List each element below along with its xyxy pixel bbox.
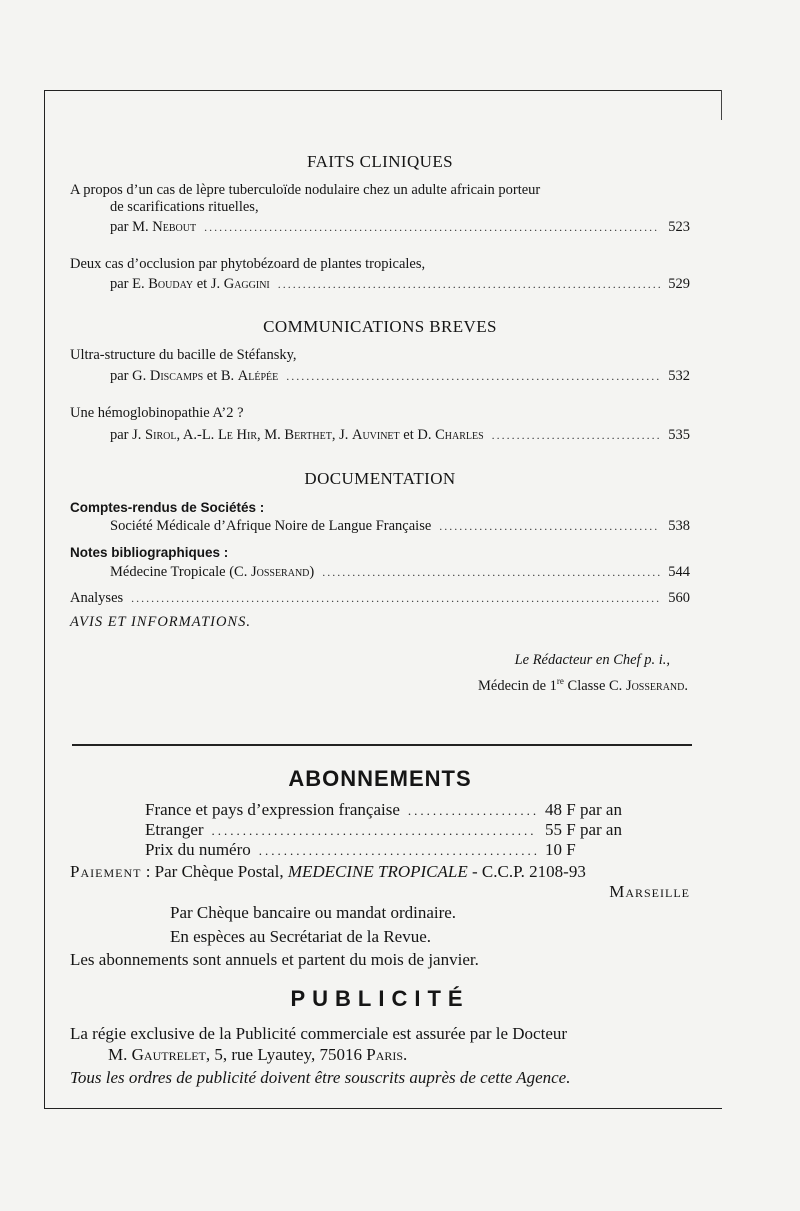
price-label: France et pays d’expression française xyxy=(145,800,400,819)
author-sep: et D. xyxy=(399,427,432,443)
price-amount: 55 F par an xyxy=(545,820,622,839)
leader-dots xyxy=(212,823,537,839)
price-row xyxy=(145,840,685,860)
price-row xyxy=(145,820,685,840)
avis-informations: AVIS ET INFORMATIONS. xyxy=(70,614,251,630)
author-name: Nebout xyxy=(152,219,197,235)
heading-communications-breves: COMMUNICATIONS BREVES xyxy=(263,317,497,336)
toc-item-lepre-title xyxy=(70,182,690,216)
leader-dots xyxy=(259,843,537,859)
title-line: A propos d’un cas de lèpre tuberculoïde nodulaire chez un adulte africain porteur xyxy=(70,182,541,198)
leader-dots xyxy=(439,519,660,534)
ccp-number: - C.C.P. 2108-93 xyxy=(467,862,586,881)
leader-dots xyxy=(286,369,660,384)
price-label: Etranger xyxy=(145,820,204,839)
especes-line: En espèces au Secrétariat de la Revue. xyxy=(170,927,432,946)
leader-dots xyxy=(131,591,660,606)
page-number: 538 xyxy=(668,518,690,534)
publicite-text: M. xyxy=(108,1045,128,1064)
frame-right-rule xyxy=(721,90,722,120)
author-name: Charles xyxy=(435,427,484,443)
section-divider xyxy=(72,744,692,746)
leader-dots xyxy=(408,803,537,819)
publicite-title: PUBLICITÉ xyxy=(290,986,470,1011)
by-label: par M. xyxy=(110,219,149,235)
toc-item-stefansky-title: Ultra-structure du bacille de Stéfansky, xyxy=(70,347,297,363)
toc-row-hemoglobinopathie[interactable] xyxy=(110,427,690,444)
paiement-line xyxy=(70,862,586,882)
publicite-name: Gautrelet xyxy=(131,1045,206,1064)
page-number: 532 xyxy=(668,368,690,384)
heading-faits-cliniques: FAITS CLINIQUES xyxy=(307,152,453,171)
toc-row-analyses[interactable] xyxy=(70,590,690,607)
author-sep: , J. xyxy=(331,427,349,443)
superscript: re xyxy=(556,676,564,686)
author-name: Le Hir xyxy=(217,427,257,443)
toc-row-societe-medicale[interactable] xyxy=(110,518,690,535)
cheque-line: Par Chèque bancaire ou mandat ordinaire. xyxy=(170,903,457,922)
publicite-line-3: Tous les ordres de publicité doivent être souscrits auprès de cette Agence. xyxy=(70,1068,571,1087)
et-label: et B. xyxy=(206,368,235,384)
publicite-line-1: La régie exclusive de la Publicité commerciale est assurée par le Docteur xyxy=(70,1024,568,1043)
author-name: Alépée xyxy=(237,368,279,384)
toc-item-phytobezoard-title: Deux cas d’occlusion par phytobézoard de plantes tropicales, xyxy=(70,256,426,272)
item-suffix: ) xyxy=(309,564,315,580)
leader-dots xyxy=(322,565,660,580)
item-label: Médecine Tropicale (C. xyxy=(110,564,248,580)
leader-dots xyxy=(278,277,660,292)
item-label: Société Médicale d’Afrique Noire de Langue Française xyxy=(110,518,432,534)
signature-text: Classe C. xyxy=(563,677,623,694)
by-label: par J. xyxy=(110,427,142,443)
price-label: Prix du numéro xyxy=(145,840,251,859)
frame-bottom-rule xyxy=(44,1108,722,1109)
annuels-line: Les abonnements sont annuels et partent du mois de janvier. xyxy=(70,950,479,969)
toc-row-lepre[interactable] xyxy=(110,219,690,236)
publicite-line-2 xyxy=(108,1045,407,1065)
page-number: 544 xyxy=(668,564,690,580)
comptes-rendus-label: Comptes-rendus de Sociétés : xyxy=(70,500,265,515)
page-number: 529 xyxy=(668,276,690,292)
signature-line-1: Le Rédacteur en Chef p. i., xyxy=(514,652,670,668)
abonnements-title: ABONNEMENTS xyxy=(288,766,472,791)
by-label: par G. xyxy=(110,368,147,384)
page-number: 560 xyxy=(668,590,690,606)
page-number: 523 xyxy=(668,219,690,235)
toc-row-stefansky[interactable] xyxy=(110,368,690,385)
author-name: Josserand xyxy=(250,564,310,580)
price-row xyxy=(145,800,685,820)
notes-bibliographiques-label: Notes bibliographiques : xyxy=(70,545,229,560)
signature-text: Médecin de 1 xyxy=(477,677,557,694)
frame-left-rule xyxy=(44,90,45,1108)
paiement-city: Marseille xyxy=(609,882,690,901)
leader-dots xyxy=(204,220,660,235)
frame-top-rule xyxy=(44,90,722,91)
page-number: 535 xyxy=(668,427,690,443)
et-label: et J. xyxy=(196,276,221,292)
toc-row-phytobezoard[interactable] xyxy=(110,276,690,293)
journal-name: MEDECINE TROPICALE xyxy=(287,862,468,881)
author-name: Gaggini xyxy=(223,276,270,292)
paiement-label: Paiement xyxy=(70,862,142,881)
item-label: Analyses xyxy=(70,590,124,606)
author-sep: , A.-L. xyxy=(176,427,215,443)
author-sep: , M. xyxy=(257,427,281,443)
heading-documentation: DOCUMENTATION xyxy=(304,469,456,488)
author-name: Auvinet xyxy=(351,427,400,443)
toc-row-medecine-tropicale[interactable] xyxy=(110,564,690,581)
leader-dots xyxy=(492,428,660,443)
price-amount: 10 F xyxy=(545,840,576,859)
title-line: de scarifications rituelles, xyxy=(110,199,259,215)
author-name: Berthet xyxy=(284,427,332,443)
author-name: Discamps xyxy=(149,368,204,384)
toc-item-hemoglobinopathie-title: Une hémoglobinopathie A’2 ? xyxy=(70,405,244,421)
price-amount: 48 F par an xyxy=(545,800,622,819)
paiement-text: : Par Chèque Postal, xyxy=(141,862,284,881)
signature-line-2 xyxy=(478,676,688,695)
by-label: par E. xyxy=(110,276,145,292)
publicite-address: , 5, rue Lyautey, 75016 xyxy=(205,1045,363,1064)
author-name: Sirol xyxy=(145,427,177,443)
author-name: Bouday xyxy=(148,276,194,292)
publicite-city: Paris. xyxy=(366,1045,408,1064)
signature-name: Josserand. xyxy=(625,677,688,694)
